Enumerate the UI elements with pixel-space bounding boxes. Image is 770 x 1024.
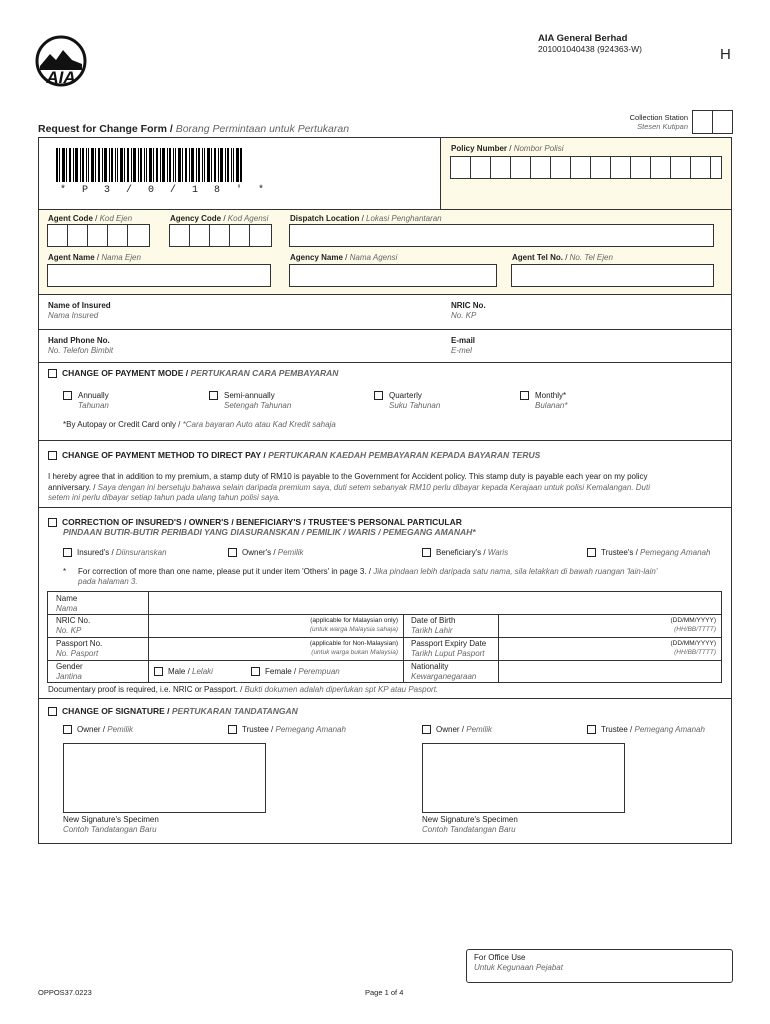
- direct-pay-text: [48, 472, 650, 504]
- signature-specimen-label-2: [422, 815, 518, 835]
- female-en: Female: [265, 667, 292, 676]
- policy-digit-box[interactable]: [590, 156, 611, 179]
- signature-option-owner-2[interactable]: [422, 725, 492, 735]
- policy-ms: Nombor Polisi: [513, 144, 564, 153]
- barcode-text: * P 3 / 0 / 1 8 ' *: [60, 185, 270, 196]
- specimen-1-en: New Signature's Specimen: [63, 815, 159, 824]
- dispatch-location-field[interactable]: [289, 224, 714, 247]
- divider: [39, 507, 731, 508]
- agency-code-sep: /: [221, 214, 228, 223]
- sig-trustee-1-ms: Pemegang Amanah: [275, 725, 346, 734]
- correction-note-ms1: Jika pindaan lebih daripada satu nama, sila letakkan di bawah ruangan 'lain-lain': [373, 567, 658, 576]
- semi-annually-checkbox[interactable]: [209, 391, 218, 400]
- table-nric-label: [56, 616, 90, 636]
- table-row-divider: [48, 660, 721, 661]
- divider: [39, 698, 731, 699]
- autopay-note-en: *By Autopay or Credit Card only: [63, 420, 176, 429]
- policy-number-boxes: [450, 156, 722, 179]
- dob-fmt-en: (DD/MM/YYYY): [670, 617, 716, 624]
- table-dob-label: [411, 616, 455, 636]
- table-nationality-label: [411, 662, 476, 682]
- direct-pay-title-ms: PERTUKARAN KAEDAH PEMBAYARAN KEPADA BAYARAN TERUS: [268, 450, 541, 460]
- direct-pay-title: [48, 450, 540, 460]
- agency-name-en: Agency Name: [290, 253, 343, 262]
- table-name-field[interactable]: [149, 592, 721, 614]
- policy-digit-box[interactable]: [710, 156, 722, 179]
- mode-option-semi-annually[interactable]: [209, 391, 291, 411]
- agent-tel-ms: No. Tel Ejen: [569, 253, 613, 262]
- table-passport-hint: [278, 639, 398, 657]
- female-ms: Perempuan: [298, 667, 340, 676]
- insured-nric-ms: No. KP: [451, 311, 477, 320]
- direct-pay-checkbox[interactable]: [48, 451, 57, 460]
- specimen-2-en: New Signature's Specimen: [422, 815, 518, 824]
- agent-code-box[interactable]: [47, 224, 68, 247]
- agency-name-ms: Nama Agensi: [349, 253, 398, 262]
- office-en: For Office Use: [474, 953, 526, 962]
- table-nric-hint: [278, 616, 398, 634]
- monthly-en: Monthly*: [535, 391, 567, 400]
- nric-hint-ms: (untuk warga Malaysia sahaja): [309, 626, 398, 633]
- agent-name-ms: Nama Ejen: [101, 253, 141, 262]
- beneficiary-opt-en: Beneficiary's: [436, 548, 482, 557]
- expiry-fmt-en: (DD/MM/YYYY): [670, 640, 716, 647]
- particulars-table: [47, 591, 722, 683]
- gender-ms: Jantina: [56, 672, 82, 681]
- office-ms: Untuk Kegunaan Pejabat: [474, 963, 563, 972]
- agent-code-en: Agent Code: [48, 214, 93, 223]
- divider: [39, 329, 731, 330]
- expiry-fmt-ms: (HH/BB/TTTT): [674, 649, 716, 656]
- quarterly-ms: Suku Tahunan: [389, 401, 441, 410]
- table-dob-format: [638, 616, 716, 634]
- dob-ms: Tarikh Lahir: [411, 626, 453, 635]
- sig-owner-1-ms: Pemilik: [107, 725, 134, 734]
- proof-ms: Bukti dokumen adalah diperlukan spt KP atau Pasport.: [244, 685, 439, 694]
- beneficiary-opt-sep: /: [481, 548, 488, 557]
- expiry-ms: Tarikh Luput Pasport: [411, 649, 485, 658]
- sig-trustee-2-ms: Pemegang Amanah: [634, 725, 705, 734]
- gender-female-option[interactable]: [251, 667, 340, 677]
- agent-tel-sep: /: [562, 253, 570, 262]
- policy-digit-box[interactable]: [570, 156, 591, 179]
- female-sep: /: [291, 667, 299, 676]
- correction-title-en: CORRECTION OF INSURED'S / OWNER'S / BENEFICIARY'S / TRUSTEE'S PERSONAL PARTICULAR: [62, 517, 462, 527]
- correction-note-sep: /: [366, 567, 374, 576]
- phone-label: [48, 336, 113, 356]
- direct-pay-title-en: CHANGE OF PAYMENT METHOD TO DIRECT PAY: [62, 450, 261, 460]
- agent-tel-label: [512, 253, 613, 263]
- policy-digit-box[interactable]: [450, 156, 471, 179]
- specimen-1-ms: Contoh Tandatangan Baru: [63, 825, 157, 834]
- signature-sep: /: [164, 706, 172, 716]
- insured-name-en: Name of Insured: [48, 301, 111, 310]
- dispatch-en: Dispatch Location: [290, 214, 360, 223]
- phone-en: Hand Phone No.: [48, 336, 110, 345]
- annually-en: Annually: [78, 391, 109, 400]
- correction-note-star: *: [63, 567, 67, 576]
- company-reg: 201001040438 (924363-W): [538, 44, 642, 54]
- correction-note: [78, 567, 657, 587]
- agent-code-label: [48, 214, 132, 224]
- phone-ms: No. Telefon Bimbit: [48, 346, 114, 355]
- owner-opt-en: Owner's: [242, 548, 272, 557]
- insured-nric-en: NRIC No.: [451, 301, 486, 310]
- payment-mode-checkbox[interactable]: [48, 369, 57, 378]
- email-label: [451, 336, 475, 356]
- monthly-ms: Bulanan*: [535, 401, 568, 410]
- payment-mode-title-ms: PERTUKARAN CARA PEMBAYARAN: [190, 368, 339, 378]
- autopay-note: [63, 420, 336, 430]
- proof-sep: /: [237, 685, 245, 694]
- insured-opt-en: Insured's: [77, 548, 110, 557]
- owner-checkbox[interactable]: [228, 548, 237, 557]
- quarterly-checkbox[interactable]: [374, 391, 383, 400]
- correction-note-en: For correction of more than one name, please put it under item 'Others' in page 3.: [78, 567, 367, 576]
- sig-trustee-2-checkbox[interactable]: [587, 725, 596, 734]
- correction-title-ms: PINDAAN BUTIR-BUTIR PERIBADI YANG DIASURANSKAN / PEMILIK / WARIS / PEMEGANG AMANAH*: [63, 527, 476, 537]
- gender-male-option[interactable]: [154, 667, 213, 677]
- agent-code-box[interactable]: [67, 224, 88, 247]
- sig-trustee-2-sep: /: [627, 725, 635, 734]
- agency-code-box[interactable]: [189, 224, 210, 247]
- sig-owner-1-checkbox[interactable]: [63, 725, 72, 734]
- policy-digit-box[interactable]: [630, 156, 651, 179]
- male-ms: Lelaki: [192, 667, 213, 676]
- passport-hint-en: (applicable for Non-Malaysian): [309, 640, 398, 647]
- sig-owner-2-sep: /: [459, 725, 467, 734]
- sig-trustee-1-checkbox[interactable]: [228, 725, 237, 734]
- agency-code-box[interactable]: [229, 224, 250, 247]
- form-code-letter: H: [720, 46, 731, 63]
- insured-opt-sep: /: [109, 548, 116, 557]
- agent-tel-field[interactable]: [511, 264, 714, 287]
- table-col-divider: [498, 614, 499, 682]
- collection-station-label: [620, 113, 688, 131]
- direct-pay-line1: I hereby agree that in addition to my premium, a stamp duty of RM10 is payable to the Government for Accident policy. This stamp duty is payable each year on my policy: [48, 472, 648, 481]
- expiry-en: Passport Expiry Date: [411, 639, 487, 648]
- agency-code-en: Agency Code: [170, 214, 222, 223]
- correction-option-trustee[interactable]: [587, 548, 710, 558]
- nric-en: NRIC No.: [56, 616, 91, 625]
- signature-option-owner-1[interactable]: [63, 725, 133, 735]
- sig-trustee-1-sep: /: [268, 725, 276, 734]
- nric-hint-en: (applicable for Malaysian only): [310, 617, 398, 624]
- direct-pay-line3: setem ini perlu dibayar setiap tahun pada ulang tahun polisi saya.: [48, 493, 281, 502]
- policy-digit-box[interactable]: [510, 156, 531, 179]
- table-col-divider: [403, 614, 404, 682]
- payment-mode-title: [48, 368, 338, 378]
- signature-title-en: CHANGE OF SIGNATURE: [62, 706, 165, 716]
- sig-owner-2-en: Owner: [436, 725, 460, 734]
- agent-code-box[interactable]: [127, 224, 150, 247]
- male-checkbox[interactable]: [154, 667, 163, 676]
- office-use-label: [474, 953, 563, 973]
- mode-option-annually[interactable]: [63, 391, 109, 411]
- policy-digit-box[interactable]: [670, 156, 691, 179]
- dob-en: Date of Birth: [411, 616, 456, 625]
- policy-digit-box[interactable]: [550, 156, 571, 179]
- policy-digit-box[interactable]: [470, 156, 491, 179]
- trustee-opt-en: Trustee's: [601, 548, 634, 557]
- agency-code-boxes: [169, 224, 272, 247]
- collection-en: Collection Station: [629, 113, 688, 122]
- agent-name-label: [48, 253, 141, 263]
- correction-option-insured[interactable]: [63, 548, 167, 558]
- payment-mode-sep: /: [183, 368, 191, 378]
- autopay-sep: /: [175, 420, 183, 429]
- agency-code-label: [170, 214, 268, 224]
- agent-code-ms: Kod Ejen: [99, 214, 133, 223]
- dispatch-ms: Lokasi Penghantaran: [366, 214, 442, 223]
- signature-specimen-box-2[interactable]: [422, 743, 625, 813]
- annually-ms: Tahunan: [78, 401, 109, 410]
- signature-specimen-label-1: [63, 815, 159, 835]
- insured-name-ms: Nama Insured: [48, 311, 99, 320]
- signature-specimen-box-1[interactable]: [63, 743, 266, 813]
- policy-digit-box[interactable]: [490, 156, 511, 179]
- agency-name-label: [290, 253, 397, 263]
- sig-owner-2-ms: Pemilik: [466, 725, 493, 734]
- form-title: [38, 124, 349, 134]
- footer-page-number: Page 1 of 4: [365, 988, 404, 997]
- agent-name-en: Agent Name: [48, 253, 95, 262]
- autopay-note-ms: *Cara bayaran Auto atau Kad Kredit sahaja: [182, 420, 336, 429]
- agency-code-box[interactable]: [209, 224, 230, 247]
- agent-code-box[interactable]: [87, 224, 108, 247]
- table-name-label: [56, 594, 77, 614]
- correction-option-owner[interactable]: [228, 548, 304, 558]
- policy-sep: /: [507, 144, 514, 153]
- semi-annually-ms: Setengah Tahunan: [224, 401, 292, 410]
- dispatch-location-label: [290, 214, 442, 224]
- monthly-checkbox[interactable]: [520, 391, 529, 400]
- trustee-checkbox[interactable]: [587, 548, 596, 557]
- divider: [39, 440, 731, 441]
- form-title-sep: /: [166, 123, 176, 135]
- insured-name-label: [48, 301, 111, 321]
- divider: [39, 362, 731, 363]
- owner-opt-sep: /: [271, 548, 278, 557]
- trustee-opt-sep: /: [633, 548, 641, 557]
- sig-owner-2-checkbox[interactable]: [422, 725, 431, 734]
- signature-title-ms: PERTUKARAN TANDATANGAN: [171, 706, 298, 716]
- policy-en: Policy Number: [451, 144, 508, 153]
- table-expiry-label: [411, 639, 486, 659]
- direct-pay-sep: /: [261, 450, 269, 460]
- correction-checkbox[interactable]: [48, 518, 57, 527]
- direct-pay-line2-en: anniversary.: [48, 482, 91, 492]
- collection-ms: Stesen Kutipan: [637, 122, 688, 131]
- dispatch-sep: /: [359, 214, 367, 223]
- signature-title: [48, 706, 298, 716]
- gender-en: Gender: [56, 662, 83, 671]
- passport-ms: No. Pasport: [56, 649, 99, 658]
- table-row-divider: [48, 614, 721, 615]
- agent-name-field[interactable]: [47, 264, 271, 287]
- agency-name-sep: /: [342, 253, 350, 262]
- agent-name-sep: /: [94, 253, 102, 262]
- payment-mode-title-en: CHANGE OF PAYMENT MODE: [62, 368, 184, 378]
- direct-pay-line2-ms: Saya dengan ini bersetuju bahawa selain daripada premium saya, duti setem sebanyak RM10 perlu dibayar kepada Kerajaan untuk polisi Kemalangan. Duti: [97, 482, 650, 492]
- sig-trustee-2-en: Trustee: [601, 725, 628, 734]
- male-sep: /: [185, 667, 193, 676]
- policy-number-label: [451, 144, 563, 154]
- owner-opt-ms: Pemilik: [277, 548, 304, 557]
- mode-option-monthly[interactable]: [520, 391, 567, 411]
- logo-text: AIA: [46, 68, 76, 87]
- agent-tel-en: Agent Tel No.: [512, 253, 563, 262]
- form-title-en: Request for Change Form: [38, 123, 167, 135]
- proof-en: Documentary proof is required, i.e. NRIC or Passport.: [48, 685, 238, 694]
- policy-digit-box[interactable]: [650, 156, 671, 179]
- barcode: [56, 148, 242, 182]
- agent-code-sep: /: [92, 214, 100, 223]
- email-ms: E-mel: [451, 346, 472, 355]
- semi-annually-en: Semi-annually: [224, 391, 275, 400]
- annually-checkbox[interactable]: [63, 391, 72, 400]
- mode-option-quarterly[interactable]: [374, 391, 440, 411]
- sig-owner-1-en: Owner: [77, 725, 101, 734]
- name-ms: Nama: [56, 604, 78, 613]
- sig-trustee-1-en: Trustee: [242, 725, 269, 734]
- agency-name-field[interactable]: [289, 264, 497, 287]
- nric-ms: No. KP: [56, 626, 82, 635]
- passport-hint-ms: (untuk warga bukan Malaysia): [311, 649, 398, 656]
- collection-station-box-1[interactable]: [692, 110, 713, 134]
- beneficiary-checkbox[interactable]: [422, 548, 431, 557]
- signature-option-trustee-1[interactable]: [228, 725, 346, 735]
- correction-note-ms2: pada halaman 3.: [78, 577, 138, 586]
- form-title-ms: Borang Permintaan untuk Pertukaran: [175, 123, 350, 135]
- agent-code-boxes: [47, 224, 150, 247]
- email-en: E-mail: [451, 336, 476, 345]
- insured-checkbox[interactable]: [63, 548, 72, 557]
- agent-code-box[interactable]: [107, 224, 128, 247]
- table-passport-label: [56, 639, 102, 659]
- correction-option-beneficiary[interactable]: [422, 548, 508, 558]
- aia-logo: [32, 34, 90, 90]
- direct-pay-line2-sep: /: [90, 482, 98, 492]
- company-name: AIA General Berhad: [538, 33, 628, 44]
- signature-checkbox[interactable]: [48, 707, 57, 716]
- agency-code-box[interactable]: [169, 224, 190, 247]
- agency-code-ms: Kod Agensi: [227, 214, 269, 223]
- beneficiary-opt-ms: Waris: [487, 548, 509, 557]
- documentary-proof-note: [48, 685, 438, 695]
- dob-fmt-ms: (HH/BB/TTTT): [674, 626, 716, 633]
- barcode-bars: [56, 148, 242, 182]
- policy-digit-box[interactable]: [690, 156, 711, 179]
- passport-en: Passport No.: [56, 639, 103, 648]
- name-en: Name: [56, 594, 78, 603]
- agency-code-box[interactable]: [249, 224, 272, 247]
- policy-digit-box[interactable]: [530, 156, 551, 179]
- male-en: Male: [168, 667, 186, 676]
- policy-digit-box[interactable]: [610, 156, 631, 179]
- trustee-opt-ms: Pemegang Amanah: [640, 548, 711, 557]
- signature-option-trustee-2[interactable]: [587, 725, 705, 735]
- table-row-divider: [48, 637, 721, 638]
- insured-opt-ms: Diinsuranskan: [115, 548, 167, 557]
- nationality-ms: Kewarganegaraan: [411, 672, 477, 681]
- collection-station-box-2[interactable]: [712, 110, 733, 134]
- quarterly-en: Quarterly: [389, 391, 422, 400]
- female-checkbox[interactable]: [251, 667, 260, 676]
- specimen-2-ms: Contoh Tandatangan Baru: [422, 825, 516, 834]
- table-gender-label: [56, 662, 83, 682]
- nationality-en: Nationality: [411, 662, 449, 671]
- sig-owner-1-sep: /: [100, 725, 108, 734]
- footer-form-code: OPPOS37.0223: [38, 988, 92, 997]
- correction-title: [48, 517, 462, 527]
- insured-nric-label: [451, 301, 486, 321]
- table-expiry-format: [638, 639, 716, 657]
